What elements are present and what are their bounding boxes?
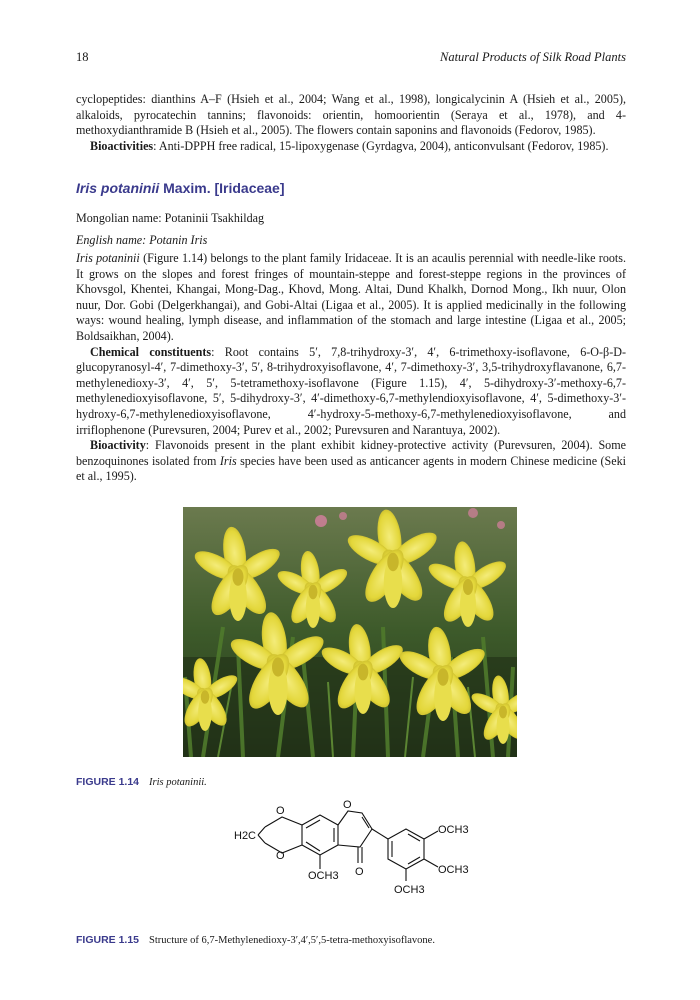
bioactivity-paragraph xyxy=(76,438,626,485)
atom-o-4: O xyxy=(355,866,364,878)
book-title: Natural Products of Silk Road Plants xyxy=(440,50,626,64)
figure-1-15-caption xyxy=(76,934,435,946)
intro-paragraph: cyclopeptides: dianthins A–F (Hsieh et al., 2004; Wang et al., 1998), longicalycinin A (Hsieh et al., 2005), alkaloids, pyrocatechin tannins; flavonoids: orientin, homoorientin (Seraya et al., 1978), and 4-methoxydianthramide B (Hsieh et al., 2005). The flowers contain saponins and flavonoids (Fedorov, 1985). xyxy=(76,92,626,138)
english-name: English name: Potanin Iris xyxy=(76,233,208,247)
bioactivities-paragraph xyxy=(76,139,626,155)
bioactivity-label: Bioactivity xyxy=(90,438,146,453)
iris-photo xyxy=(183,507,517,757)
atom-o-2: O xyxy=(276,850,285,862)
bioactivity-text1: : Flavonoids present in the plant exhibit kidney-protective activity (Purevsuren, 2004). Some benzoquinones isolated from xyxy=(76,438,626,468)
section-species: Iris potaninii xyxy=(76,180,160,196)
group-och3-5p: OCH3 xyxy=(394,884,425,896)
chemical-structure xyxy=(230,795,480,915)
group-och3-4p: OCH3 xyxy=(438,864,469,876)
page-number: 18 xyxy=(76,50,89,64)
species-body xyxy=(76,251,626,485)
chemical-label: Chemical constituents xyxy=(90,344,212,359)
bioactivity-genus: Iris xyxy=(219,453,237,468)
description-text: (Figure 1.14) belongs to the plant family Iridaceae. It is an acaulis perennial with needle-like roots. It grows on the slopes and forest fringes of mountain-steppe and forest-steppe regions in the provinces of Khovsgol, Khentei, Khangai, Mong-Dag., Khovd, Mong. Altai, Dund Khalkh, Dornod Mong., Ikh nuur, Olon nuur, Dor. Gobi (Delgerkhangai), and Gobi-Altai (Ligaa et al., 2005). It is applied medicinally in the following ways: wound healing, lymph disease, and inflammation of the stomach and large intestine (Ligaa et al., 2005; Boldsaikhan, 2004). xyxy=(76,251,627,343)
description-species: Iris potaninii xyxy=(76,251,140,265)
section-heading xyxy=(76,180,285,196)
bioactivities-text: : Anti-DPPH free radical, 15-lipoxygenase (Gyrdagva, 2004), anticonvulsant (Fedorov, 1985). xyxy=(153,138,609,153)
chemical-text: : Root contains 5′, 7,8-trihydroxy-3′, 4′, 6-trimethoxy-isoflavone, 6-O-β-D-glucopyranosyl-4′, 7-dimethoxy-3′, 5′, 8-trihydroxyisoflavone, 4′, 7-dimethoxy-3′, 3,5-trihydroxyflavanone, 6,7-methylenedioxy-3′, 4′, 5′, 5-tetramethoxy-isoflavone (Figure 1.15), 4′, 5-dihydroxy-3′-methoxy-6,7-methylenedioxyisoflavone, 5′, 5-dihydroxy-3′, 4′-dimethoxy-6,7-methylendioxyisoflavone, 4′, 5-dimethoxy-3′-hydroxy-6,7-methylenedioxyisoflavone, 4′-hydroxy-5-methoxy-6,7-methylenedioxyisoflavone, and irriflophenone (Purevsuren, 2004; Purev et al., 2002; Purevsuren and Narantuya, 2002). xyxy=(76,344,627,437)
atom-o-3: O xyxy=(343,799,352,811)
section-rest: Maxim. [Iridaceae] xyxy=(159,180,285,196)
group-och3-3p: OCH3 xyxy=(438,824,469,836)
intro-block xyxy=(76,92,626,154)
bioactivities-label: Bioactivities xyxy=(90,138,154,153)
chemical-paragraph xyxy=(76,345,626,439)
figure-1-14-text: Iris potaninii. xyxy=(149,777,207,788)
figure-1-14-label: FIGURE 1.14 xyxy=(76,776,140,788)
running-header xyxy=(76,50,626,66)
description-paragraph xyxy=(76,251,626,345)
iris-photo-illustration xyxy=(183,507,517,757)
atom-o-1: O xyxy=(276,805,285,817)
figure-1-14-caption xyxy=(76,776,207,788)
figure-1-15-text: Structure of 6,7-Methylenedioxy-3′,4′,5′,5-tetra-methoxyisoflavone. xyxy=(149,935,435,946)
mongolian-name: Mongolian name: Potaninii Tsakhildag xyxy=(76,211,265,225)
atom-h2c: H2C xyxy=(234,830,257,842)
figure-1-15-label: FIGURE 1.15 xyxy=(76,934,140,946)
group-och3-5: OCH3 xyxy=(308,870,339,882)
bioactivity-text2: species have been used as anticancer agents in modern Chinese medicine (Seki et al., 1995). xyxy=(76,453,626,484)
